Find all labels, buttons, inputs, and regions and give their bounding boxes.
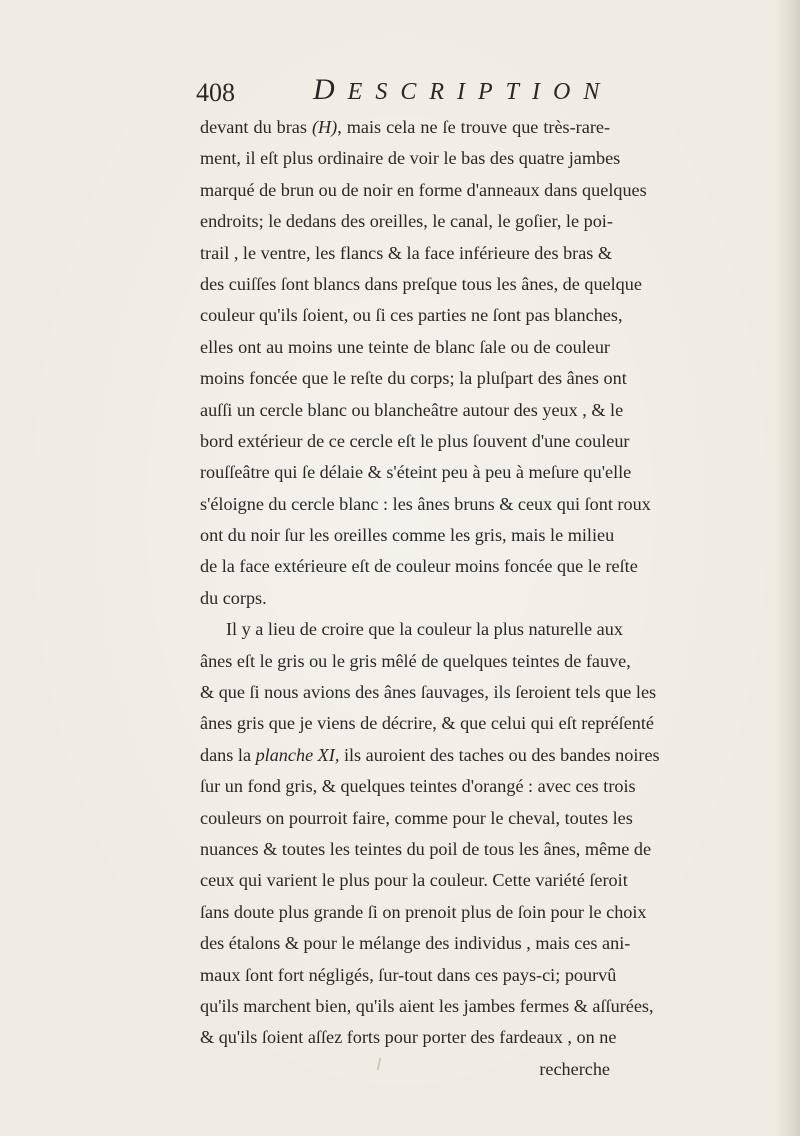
text-line: [200, 238, 613, 269]
text-run: maux ſont fort négligés, ſur-tout dans ces pays-ci; pourvû: [200, 964, 617, 985]
body-text: [200, 112, 660, 1085]
text-line: [200, 112, 610, 143]
text-line: [200, 143, 621, 174]
page-number: 408: [196, 78, 235, 107]
text-run: couleurs on pourroit faire, comme pour le cheval, toutes les: [200, 807, 633, 828]
text-run: ſur un fond gris, & quelques teintes d'orangé : avec ces trois: [200, 776, 636, 797]
text-run: ânes eſt le gris ou le gris mêlé de quelques teintes de fauve,: [200, 650, 631, 671]
page-edge-shadow: [774, 0, 800, 1136]
text-run: trail , le ventre, les flancs & la face inférieure des bras &: [200, 242, 613, 263]
text-run: endroits; le dedans des oreilles, le canal, le goſier, le poi-: [200, 211, 613, 232]
text-line: [200, 300, 623, 331]
text-line: [200, 520, 615, 551]
text-line: [200, 834, 652, 865]
running-title-rest: ESCRIPTION: [347, 79, 613, 105]
text-run: s'éloigne du cercle blanc : les ânes bruns & ceux qui ſont roux: [200, 493, 651, 514]
text-line: [200, 395, 624, 426]
text-run: & qu'ils ſoient aſſez forts pour porter des fardeaux , on ne: [200, 1027, 617, 1048]
text-line: [200, 206, 613, 237]
text-run: du corps.: [200, 587, 267, 608]
text-run: couleur qu'ils ſoient, ou ſi ces parties ne ſont pas blanches,: [200, 305, 623, 326]
text-line: [200, 551, 638, 582]
text-run: qu'ils marchent bien, qu'ils aient les jambes fermes & aſſurées,: [200, 995, 654, 1016]
text-line: [200, 646, 631, 677]
text-run: Il y a lieu de croire que la couleur la plus naturelle aux: [226, 619, 623, 640]
text-line: [200, 269, 642, 300]
text-line: [200, 865, 628, 896]
catchword: [200, 1054, 610, 1085]
text-line: [200, 1022, 617, 1053]
text-line: [200, 363, 627, 394]
text-line: [200, 803, 633, 834]
text-run: recherche: [539, 1058, 610, 1079]
text-line: [200, 457, 632, 488]
text-run: ont du noir ſur les oreilles comme les gris, mais le milieu: [200, 525, 615, 546]
text-run: auſſi un cercle blanc ou blancheâtre autour des yeux , & le: [200, 399, 624, 420]
text-line: [200, 771, 636, 802]
text-line: [200, 489, 651, 520]
text-run: & que ſi nous avions des ânes ſauvages, ils ſeroient tels que les: [200, 682, 657, 703]
text-run: ceux qui varient le plus pour la couleur. Cette variété ſeroit: [200, 870, 628, 891]
italic-run: planche XI,: [255, 744, 340, 765]
text-run: des étalons & pour le mélange des individus , mais ces ani-: [200, 933, 631, 954]
text-line: [200, 583, 610, 614]
text-line: [200, 960, 617, 991]
text-line: [200, 332, 610, 363]
text-line: [200, 928, 631, 959]
text-run: ils auroient des taches ou des bandes noires: [339, 744, 660, 765]
text-line: [200, 677, 657, 708]
page-header: [196, 74, 616, 114]
text-run: dans la: [200, 744, 256, 765]
text-line: [200, 740, 660, 771]
text-run: de la face extérieure eſt de couleur moins foncée que le reſte: [200, 556, 638, 577]
text-run: devant du bras: [200, 117, 312, 137]
italic-run: (H): [311, 117, 338, 137]
text-run: ânes gris que je viens de décrire, & que celui qui eſt repréſenté: [200, 713, 654, 734]
running-title-initial: D: [313, 73, 348, 106]
text-run: des cuiſſes ſont blancs dans preſque tous les ânes, de quelque: [200, 273, 642, 294]
text-run: bord extérieur de ce cercle eſt le plus ſouvent d'une couleur: [200, 430, 630, 451]
text-line: [200, 708, 654, 739]
text-run: , mais cela ne ſe trouve que très-rare-: [337, 117, 610, 137]
text-run: elles ont au moins une teinte de blanc ſale ou de couleur: [200, 336, 610, 357]
text-run: marqué de brun ou de noir en forme d'anneaux dans quelques: [200, 179, 647, 200]
text-line: [200, 991, 654, 1022]
text-run: ment, il eſt plus ordinaire de voir le bas des quatre jambes: [200, 148, 621, 169]
text-line: [200, 175, 647, 206]
text-run: ſans doute plus grande ſi on prenoit plus de ſoin pour le choix: [200, 901, 647, 922]
text-line: [200, 897, 647, 928]
text-line: [200, 614, 623, 645]
running-title: [313, 74, 612, 108]
text-run: moins foncée que le reſte du corps; la pluſpart des ânes ont: [200, 368, 627, 389]
text-run: nuances & toutes les teintes du poil de tous les ânes, même de: [200, 838, 652, 859]
text-run: rouſſeâtre qui ſe délaie & s'éteint peu à peu à meſure qu'elle: [200, 462, 632, 483]
text-line: [200, 426, 630, 457]
